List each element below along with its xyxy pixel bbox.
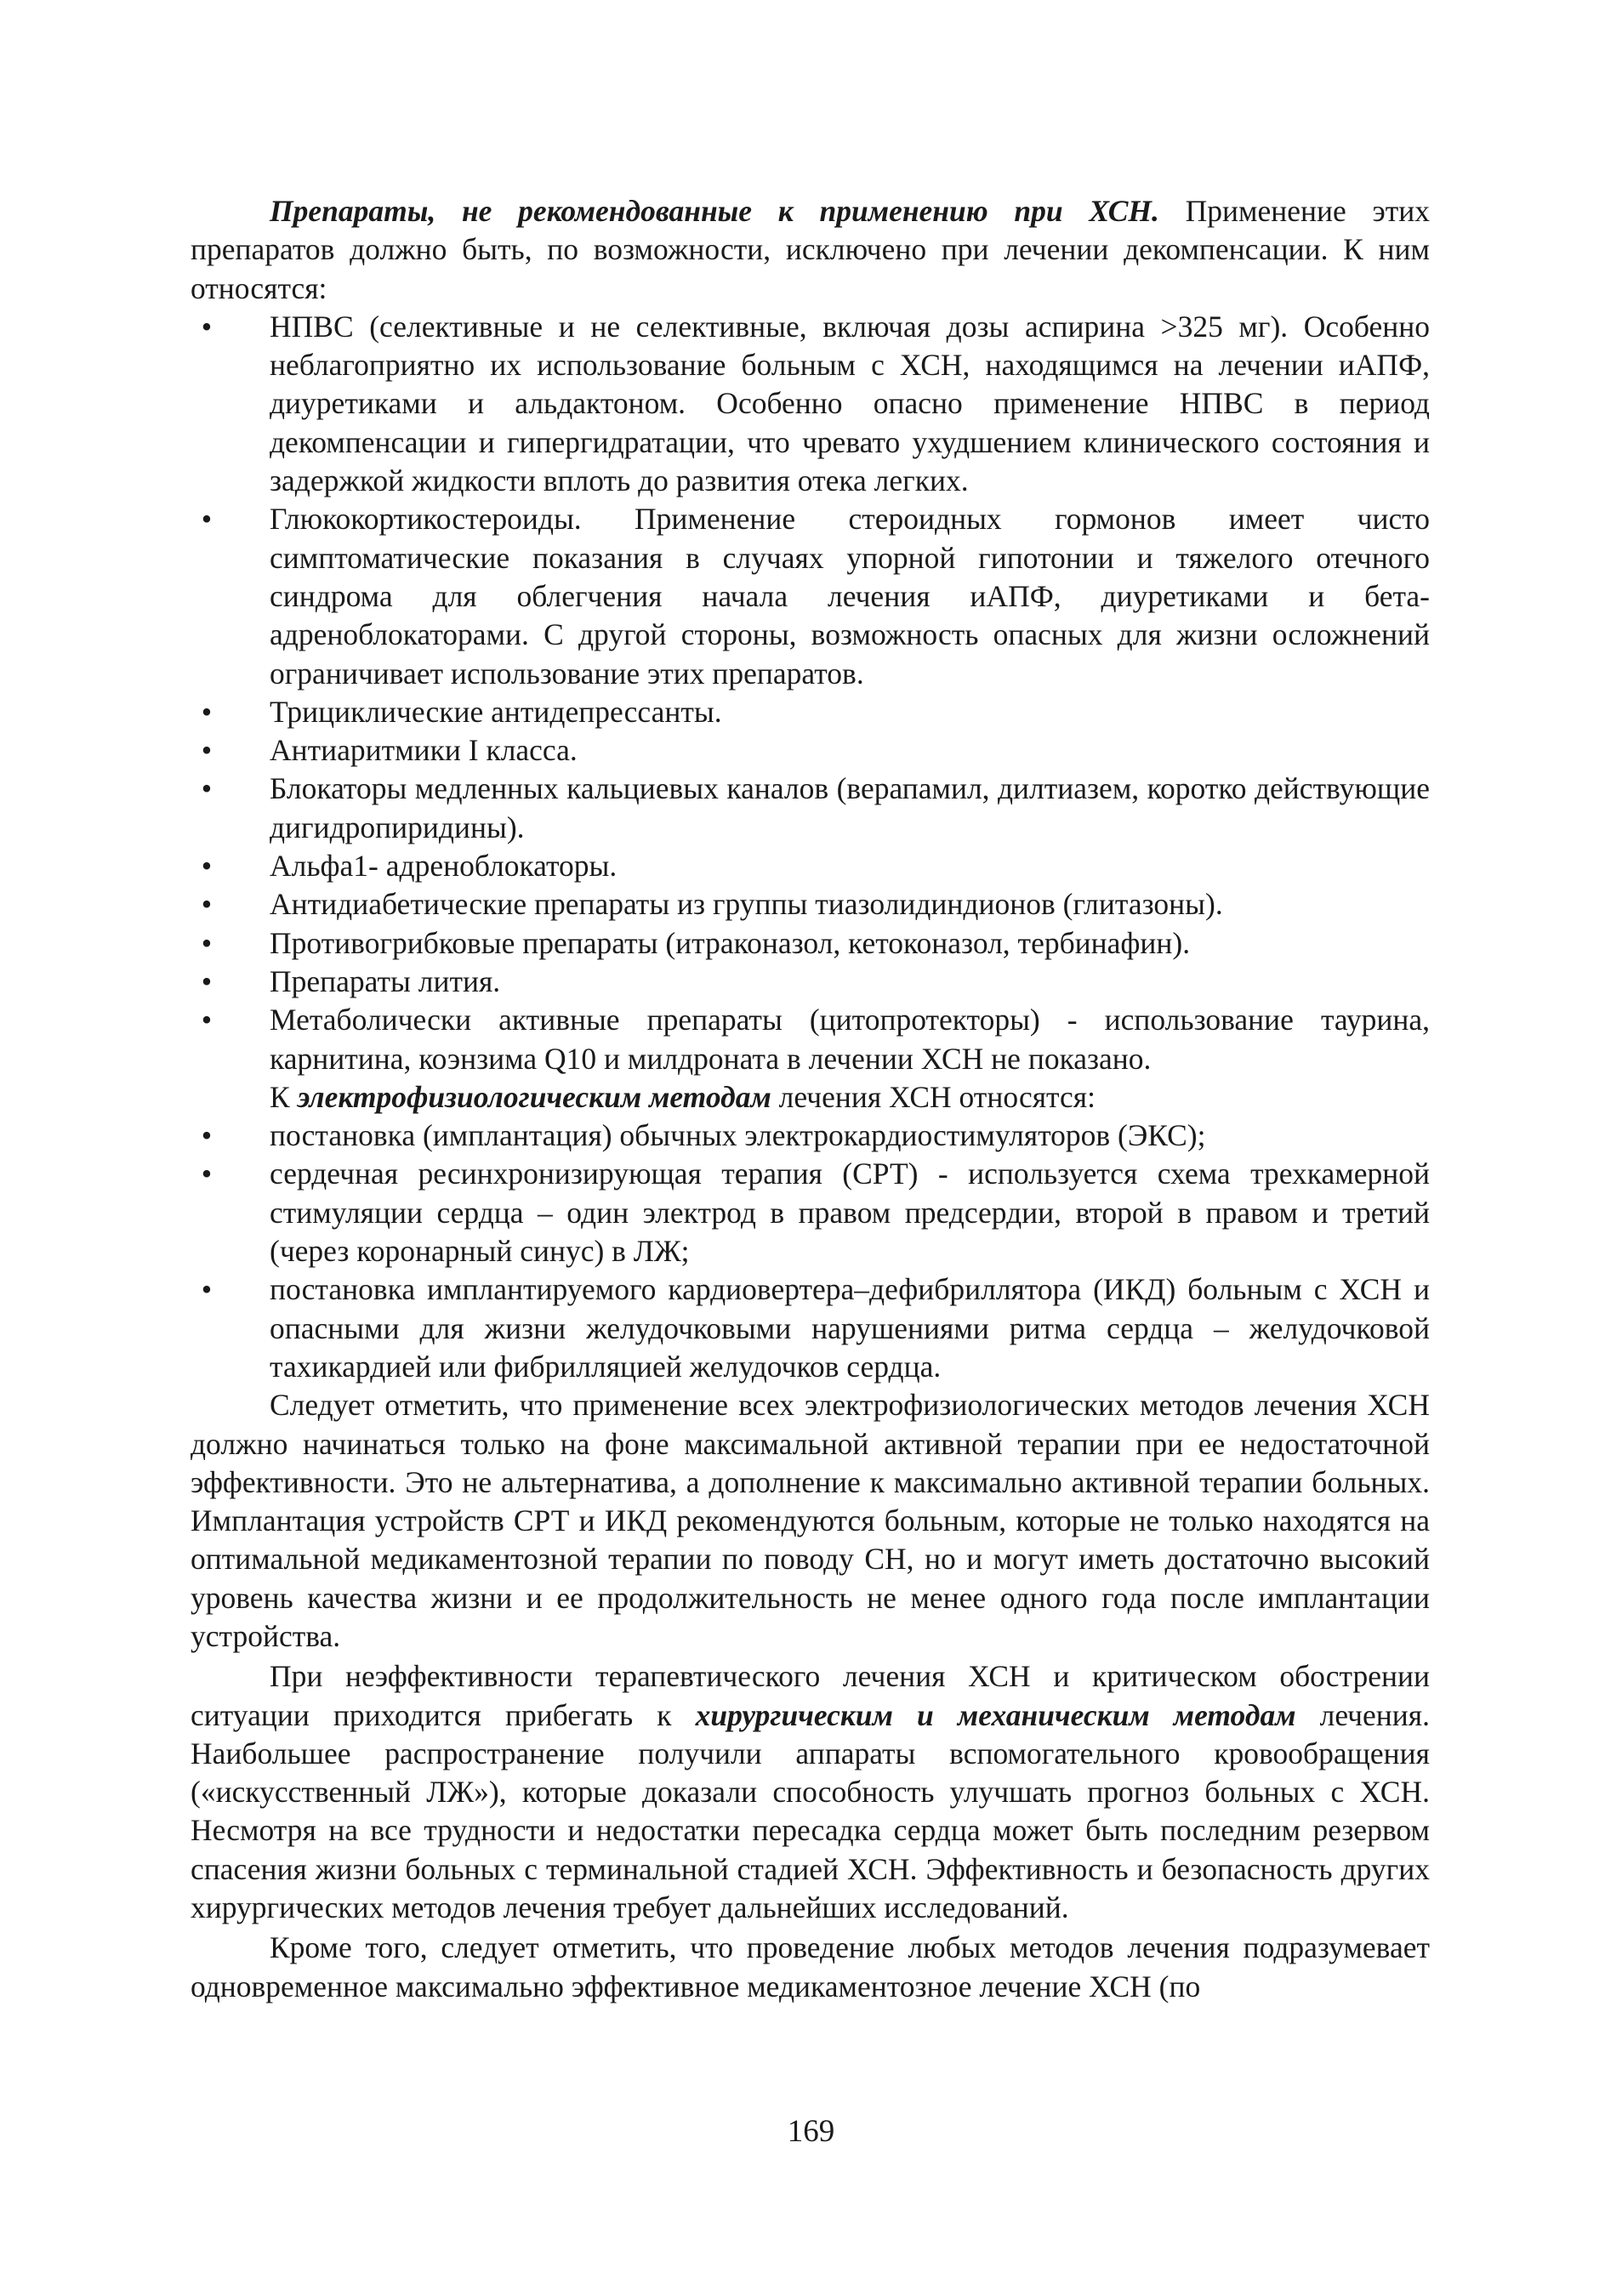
list-item [191, 1270, 1430, 1386]
page-number: 169 [787, 2114, 835, 2149]
text-run: лечения ХСН относятся: [771, 1079, 1096, 1114]
list-item-text: Противогрибковые препараты (итраконазол, кетоконазол, тербинафин). [270, 925, 1191, 960]
list-item-text: постановка (имплантация) обычных электрокардиостимуляторов (ЭКС); [270, 1118, 1206, 1153]
list-item [191, 924, 1430, 963]
bullet-icon: • [201, 925, 213, 960]
bullet-icon: • [201, 1157, 213, 1191]
list-item-text: Антиаритмики I класса. [270, 733, 578, 768]
list-item-text: постановка имплантируемого кардиовертера–дефибриллятора (ИКД) больным с ХСН и опасными для жизни желудочковыми нарушениями ритма сердца – желудочковой тахикардией или фибрилляцией желудочков сердца. [270, 1272, 1430, 1384]
list-item-text: Блокаторы медленных кальциевых каналов (верапамил, дилтиазем, коротко действующие дигидропиридины). [270, 771, 1430, 844]
list-item [191, 1155, 1430, 1270]
list-item [191, 1117, 1430, 1155]
emphasis-electrophysiological-methods: электрофизиологическим методам [297, 1079, 771, 1114]
emphasis-surgical-methods: хирургическим и механическим методам [695, 1697, 1296, 1732]
list-item [191, 1001, 1430, 1078]
bullet-icon: • [201, 887, 213, 922]
list-item-text: Препараты лития. [270, 963, 501, 998]
bullet-icon: • [201, 1272, 213, 1307]
list-item [191, 693, 1430, 731]
bullet-icon: • [201, 733, 213, 768]
list-item [191, 770, 1430, 847]
bullet-icon: • [201, 963, 213, 998]
electrophysiology-methods-list [191, 1117, 1430, 1386]
list-item-text: Трициклические антидепрессанты. [270, 694, 722, 729]
list-item [191, 963, 1430, 1001]
bullet-icon: • [201, 694, 213, 729]
intro-text: Применение этих препаратов должно быть, по возможности, исключено при лечении декомпенсации. К ним относятся: [191, 194, 1430, 305]
bullet-icon: • [201, 1003, 213, 1037]
list-item-text: Альфа1- адреноблокаторы. [270, 849, 617, 884]
list-item [191, 500, 1430, 692]
list-item [191, 731, 1430, 770]
list-item-text: сердечная ресинхронизирующая терапия (СРТ) - используется схема трехкамерной стимуляции сердца – один электрод в правом предсердии, второй в правом и третий (через коронарный синус) в ЛЖ; [270, 1157, 1430, 1269]
paragraph-surgical-methods [191, 1657, 1430, 1927]
not-recommended-drugs-list [191, 308, 1430, 1078]
bullet-icon: • [201, 309, 213, 344]
paragraph-electrophysiology-notes: Следует отметить, что применение всех электрофизиологических методов лечения ХСН должно начинаться только на фоне максимальной активной терапии при ее недостаточной эффективности. Это не альтернатива, а дополнение к максимально активной терапии больных. Имплантация устройств СРТ и ИКД рекомендуются больным, которые не только находятся на оптимальной медикаментозной терапии по поводу СН, но и могут иметь достаточно высокий уровень качества жизни и ее продолжительность не менее одного года после имплантации устройства. [191, 1388, 1430, 1653]
text-run: К [270, 1079, 298, 1114]
section-heading: Препараты, не рекомендованные к применению при ХСН. [270, 194, 1159, 228]
electrophysiology-intro [191, 1078, 1430, 1117]
list-item [191, 308, 1430, 500]
bullet-icon: • [201, 502, 213, 537]
intro-paragraph [191, 192, 1430, 308]
bullet-icon: • [201, 1118, 213, 1153]
text-run: лечения. Наибольшее распространение получили аппараты вспомогательного кровообращения («искусственный ЛЖ»), которые доказали способность улучшать прогноз больных с ХСН. Несмотря на все трудности и недостатки пересадка сердца может быть последним резервом спасения жизни больных с терминальной стадией ХСН. Эффективность и безопасность других хирургических методов лечения требует дальнейших исследований. [191, 1697, 1430, 1925]
paragraph-continued: Кроме того, следует отметить, что проведение любых методов лечения подразумевает одновременное максимально эффективное медикаментозное лечение ХСН (по [191, 1930, 1430, 2003]
list-item [191, 885, 1430, 924]
list-item-text: НПВС (селективные и не селективные, включая дозы аспирина >325 мг). Особенно неблагоприятно их использование больным с ХСН, находящимся на лечении иАПФ, диуретиками и альдактоном. Особенно опасно применение НПВС в период декомпенсации и гипергидратации, что чревато ухудшением клинического состояния и задержкой жидкости вплоть до развития отека легких. [270, 309, 1430, 498]
text-run: При неэффективности терапевтического лечения ХСН и критическом обострении ситуации приходится прибегать к [191, 1659, 1430, 1732]
bullet-icon: • [201, 771, 213, 806]
list-item [191, 847, 1430, 885]
page-body [191, 192, 1430, 2006]
list-item-text: Антидиабетические препараты из группы тиазолидиндионов (глитазоны). [270, 887, 1223, 922]
list-item-text: Метаболически активные препараты (цитопротекторы) - использование таурина, карнитина, коэнзима Q10 и милдроната в лечении ХСН не показано. [270, 1003, 1430, 1076]
list-item-text: Глюкокортикостероиды. Применение стероидных гормонов имеет чисто симптоматические показания в случаях упорной гипотонии и тяжелого отечного синдрома для облегчения начала лечения иАПФ, диуретиками и бета-адреноблокаторами. С другой стороны, возможность опасных для жизни осложнений ограничивает использование этих препаратов. [270, 502, 1430, 691]
bullet-icon: • [201, 849, 213, 884]
